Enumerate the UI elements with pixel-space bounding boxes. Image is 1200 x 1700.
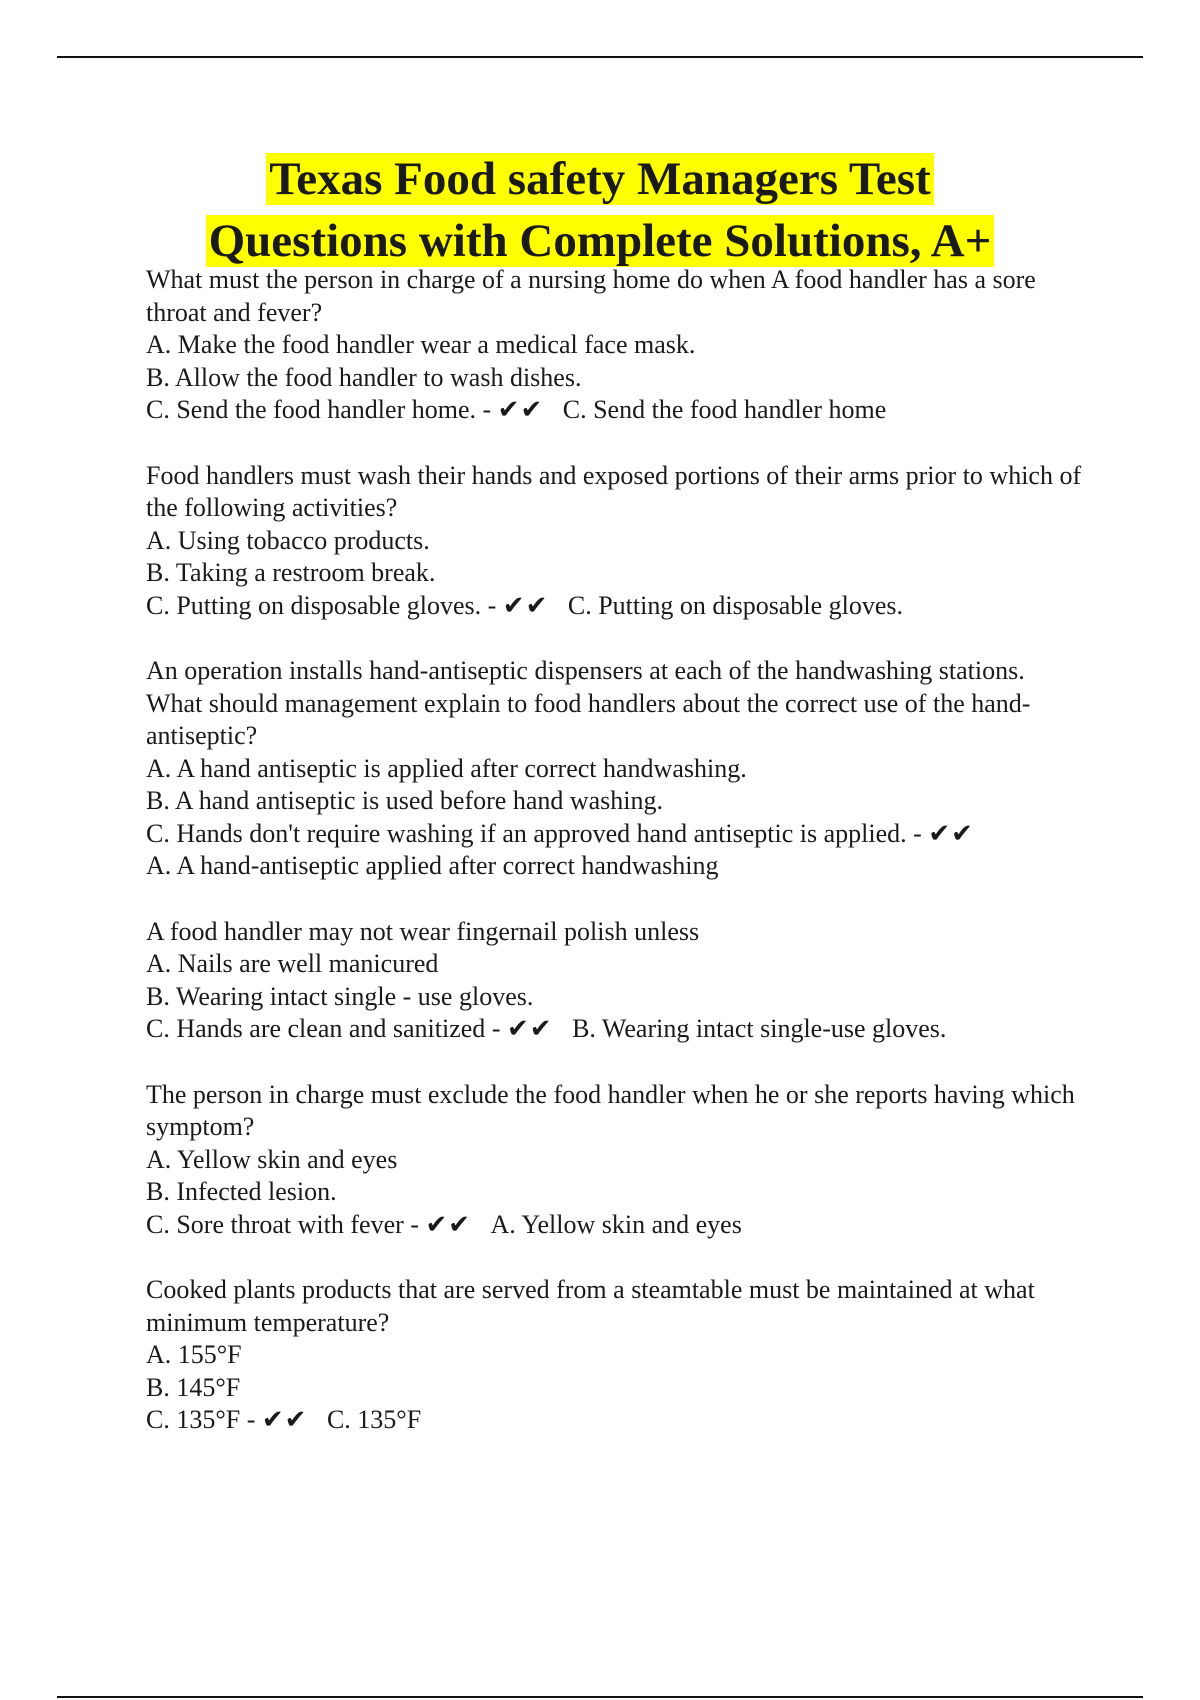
answer-separator: - xyxy=(481,590,503,620)
option-c: C. Hands are clean and sanitized xyxy=(146,1014,486,1043)
option-a: A. Make the food handler wear a medical face mask. xyxy=(146,330,696,359)
option-c: C. 135°F xyxy=(146,1405,241,1434)
option-b: B. A hand antiseptic is used before hand washing. xyxy=(146,786,664,815)
option-b: B. Infected lesion. xyxy=(146,1177,337,1206)
question-block xyxy=(146,264,1086,427)
option-b: B. 145°F xyxy=(146,1372,241,1402)
option-c-with-answer xyxy=(146,1209,1086,1242)
answer-separator: - xyxy=(906,818,929,848)
question-text: What must the person in charge of a nursing home do when A food handler has a sore throat and fever? xyxy=(146,265,1036,327)
question-text: An operation installs hand-antiseptic dispensers at each of the handwashing stations. What should management explain to food handlers about the correct use of the hand-antiseptic? xyxy=(146,656,1031,750)
answer-separator: - xyxy=(403,1209,426,1239)
question-text: Cooked plants products that are served from a steamtable must be maintained at what minimum temperature? xyxy=(146,1275,1035,1337)
top-rule xyxy=(57,56,1143,58)
option-b: B. Taking a restroom break. xyxy=(146,558,436,587)
bottom-rule xyxy=(57,1696,1143,1698)
option-c-with-answer xyxy=(146,590,1086,623)
title-line-2: Questions with Complete Solutions, A+ xyxy=(206,215,995,267)
checkmark-icon: ✔✔ xyxy=(506,1014,553,1043)
option-c-with-checkmark xyxy=(146,818,1086,851)
option-a: A. A hand antiseptic is applied after correct handwashing. xyxy=(146,753,747,783)
option-c: C. Send the food handler home. xyxy=(146,395,476,424)
question-block xyxy=(146,655,1086,883)
question-text: The person in charge must exclude the food handler when he or she reports having which symptom? xyxy=(146,1079,1075,1141)
page-title xyxy=(60,148,1140,272)
option-c-with-answer xyxy=(146,394,1086,427)
correct-answer: C. 135°F xyxy=(326,1405,422,1434)
question-block xyxy=(146,1274,1086,1437)
checkmark-icon: ✔✔ xyxy=(928,818,974,848)
checkmark-icon: ✔✔ xyxy=(425,1209,472,1239)
question-text: Food handlers must wash their hands and exposed portions of their arms prior to which of the following activities? xyxy=(146,460,1082,522)
correct-answer: A. A hand-antiseptic applied after correct handwashing xyxy=(146,851,719,880)
option-a: A. 155°F xyxy=(146,1340,242,1369)
question-block xyxy=(146,460,1086,623)
option-c-with-answer xyxy=(146,1013,1086,1046)
checkmark-icon: ✔✔ xyxy=(497,395,544,424)
option-c: C. Putting on disposable gloves. xyxy=(146,590,482,620)
question-block xyxy=(146,916,1086,1046)
option-a: A. Nails are well manicured xyxy=(146,949,439,978)
option-c-with-answer xyxy=(146,1404,1086,1437)
question-block xyxy=(146,1079,1086,1242)
answer-separator: - xyxy=(476,395,498,424)
option-c: C. Hands don't require washing if an approved hand antiseptic is applied. xyxy=(146,818,907,848)
option-a: A. Using tobacco products. xyxy=(146,525,430,555)
correct-answer: B. Wearing intact single-use gloves. xyxy=(572,1014,947,1043)
option-c: C. Sore throat with fever xyxy=(146,1209,404,1239)
question-list xyxy=(146,264,1086,1470)
question-text: A food handler may not wear fingernail polish unless xyxy=(146,916,700,946)
answer-separator: - xyxy=(240,1405,262,1434)
option-b: B. Wearing intact single - use gloves. xyxy=(146,981,534,1011)
checkmark-icon: ✔✔ xyxy=(261,1405,308,1434)
answer-separator: - xyxy=(485,1014,507,1043)
correct-answer: A. Yellow skin and eyes xyxy=(490,1209,742,1239)
option-a: A. Yellow skin and eyes xyxy=(146,1144,398,1174)
correct-answer: C. Putting on disposable gloves. xyxy=(567,590,903,620)
correct-answer: C. Send the food handler home xyxy=(562,395,887,424)
title-line-1: Texas Food safety Managers Test xyxy=(266,153,934,205)
checkmark-icon: ✔✔ xyxy=(502,590,549,620)
option-b: B. Allow the food handler to wash dishes. xyxy=(146,362,582,392)
